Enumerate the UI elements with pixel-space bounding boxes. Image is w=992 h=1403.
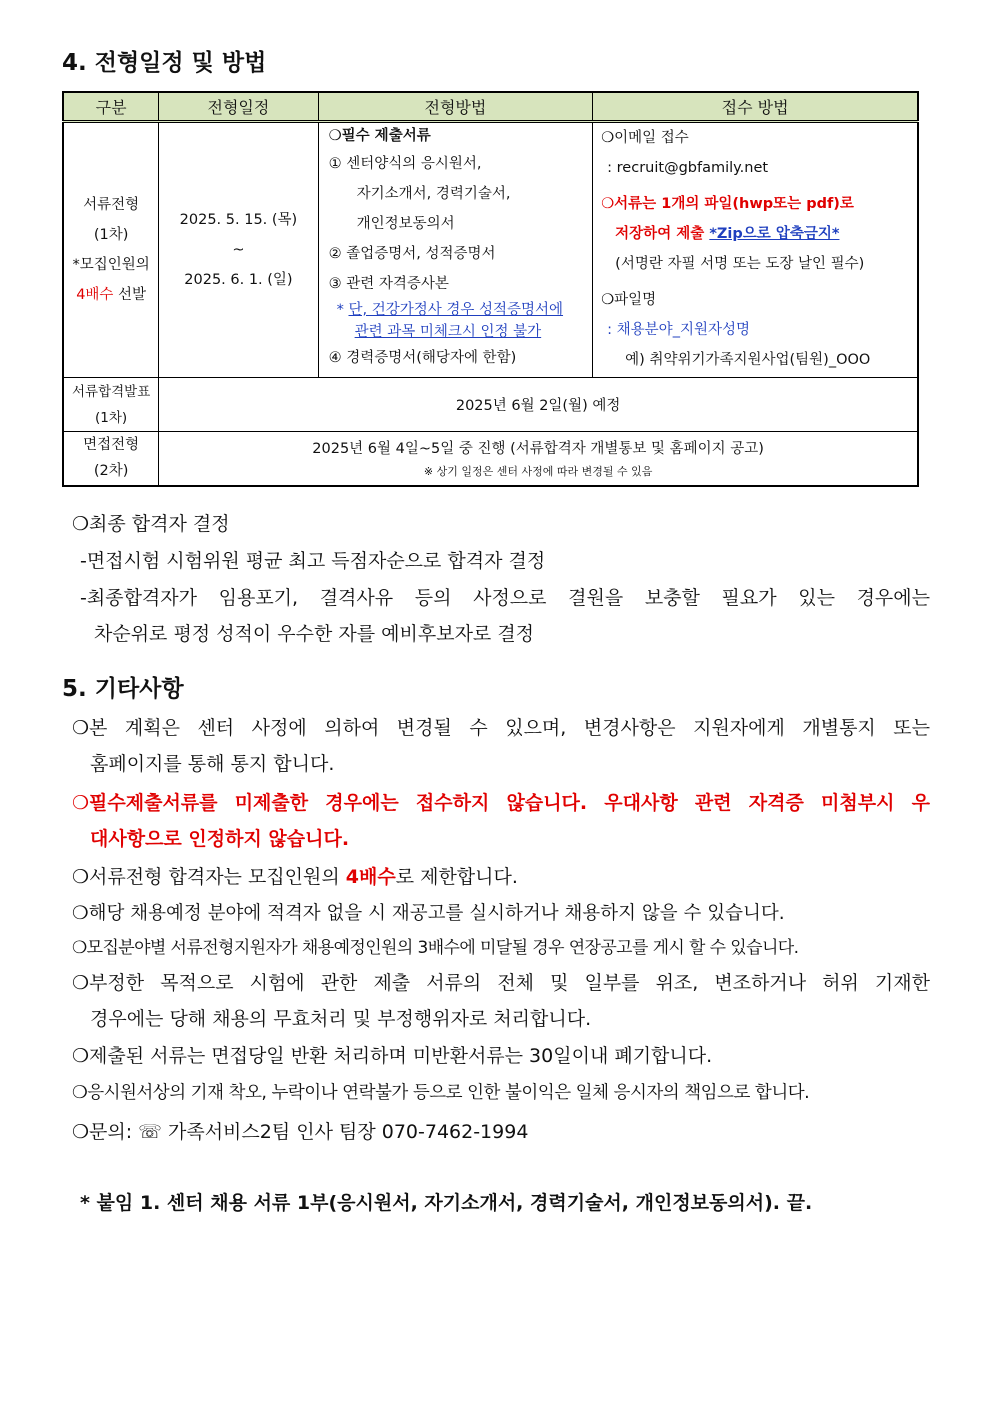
cell-interview-content: 2025년 6월 4일~5일 중 진행 (서류합격자 개별통보 및 홈페이지 공고) ※ 상기 일정은 센터 사정에 따라 변경될 수 있음 xyxy=(159,432,918,486)
notice-2a: ❍필수제출서류를 미제출한 경우에는 접수하지 않습니다. 우대사항 관련 자격증 미첨부시 우 xyxy=(72,792,930,814)
cell-method-document: ❍필수 제출서류 ① 센터양식의 응시원서, 자기소개서, 경력기술서, 개인정보동의서 ② 졸업증명서, 성적증명서 ③ 관련 자격증사본 * 단, 건강가정사 경우 성적증명서에 관련 과목 미체크시 인정 불가 ④ 경력증명서(해당자에 한함) xyxy=(318,122,593,378)
table-row-interview xyxy=(63,432,918,486)
notice-6b: 경우에는 당해 채용의 무효처리 및 부정행위자로 처리합니다. xyxy=(90,1008,592,1030)
section4-title: 4. 전형일정 및 방법 xyxy=(62,50,267,76)
notice-7: ❍제출된 서류는 면접당일 반환 처리하며 미반환서류는 30일이내 폐기합니다. xyxy=(72,1045,713,1067)
notice-5: ❍모집분야별 서류전형지원자가 채용예정인원의 3배수에 미달될 경우 연장공고를 게시 할 수 있습니다. xyxy=(72,938,799,958)
cell-schedule-document: 2025. 5. 15. (목) ~ 2025. 6. 1. (일) xyxy=(159,122,318,378)
final-item-3: 차순위로 평정 성적이 우수한 자를 예비후보자로 결정 xyxy=(94,623,535,645)
section5-title: 5. 기타사항 xyxy=(62,676,184,702)
schedule-change-note: ※ 상기 일정은 센터 사정에 따라 변경될 수 있음 xyxy=(423,465,653,479)
cell-category-interview: 면접전형 (2차) xyxy=(63,432,159,486)
final-item-1: -면접시험 시험위원 평균 최고 득점자순으로 합격자 결정 xyxy=(80,550,546,572)
notice-3: ❍서류전형 합격자는 모집인원의 4배수로 제한합니다. xyxy=(72,866,518,888)
cell-result-content: 2025년 6월 2일(월) 예정 xyxy=(159,378,918,432)
notice-8: ❍응시원서상의 기재 착오, 누락이나 연락불가 등으로 인한 불이익은 일체 응시자의 책임으로 합니다. xyxy=(72,1083,810,1103)
multiplier-text: 4배수 xyxy=(76,287,114,303)
header-method: 전형방법 xyxy=(318,92,593,122)
table-row-document-result xyxy=(63,378,918,432)
cell-category-result: 서류합격발표 (1차) xyxy=(63,378,159,432)
notice-2b: 대사항으로 인정하지 않습니다. xyxy=(90,828,350,850)
notice-1b: 홈페이지를 통해 통지 합니다. xyxy=(90,753,335,775)
cell-category-document: 서류전형 (1차) *모집인원의 4배수 선발 xyxy=(63,122,159,378)
email-address: : recruit@gbfamily.net xyxy=(607,160,769,176)
header-schedule: 전형일정 xyxy=(159,92,318,122)
cell-receipt-document: ❍이메일 접수 : recruit@gbfamily.net ❍서류는 1개의 파일(hwp또는 pdf)로 저장하여 제출 *Zip으로 압축금지* (서명란 자필 서명 또는 도장 날인 필수) ❍파일명 : 채용분야_지원자성명 예) 취약위기가족지원사업(팀원)_OOO xyxy=(593,122,918,378)
header-receipt: 접수 방법 xyxy=(593,92,918,122)
final-selection-title: ❍최종 합격자 결정 xyxy=(72,513,230,535)
attachment-note: * 붙임 1. 센터 채용 서류 1부(응시원서, 자기소개서, 경력기술서, 개인정보동의서). 끝. xyxy=(80,1192,813,1214)
notice-4: ❍해당 채용예정 분야에 적격자 없을 시 재공고를 실시하거나 채용하지 않을 수 있습니다. xyxy=(72,903,785,924)
table-header-row xyxy=(63,92,918,122)
notice-9-contact: ❍문의: ☏ 가족서비스2팀 인사 팀장 070-7462-1994 xyxy=(72,1121,529,1143)
final-item-2: -최종합격자가 임용포기, 결격사유 등의 사정으로 결원을 보충할 필요가 있는 경우에는 xyxy=(80,587,930,609)
table-row-document xyxy=(63,122,918,378)
schedule-table xyxy=(62,91,919,487)
notice-6a: ❍부정한 목적으로 시험에 관한 제출 서류의 전체 및 일부를 위조, 변조하거나 허위 기재한 xyxy=(72,972,930,994)
notice-1a: ❍본 계획은 센터 사정에 의하여 변경될 수 있으며, 변경사항은 지원자에게 개별통지 또는 xyxy=(72,717,930,739)
header-category: 구분 xyxy=(63,92,159,122)
